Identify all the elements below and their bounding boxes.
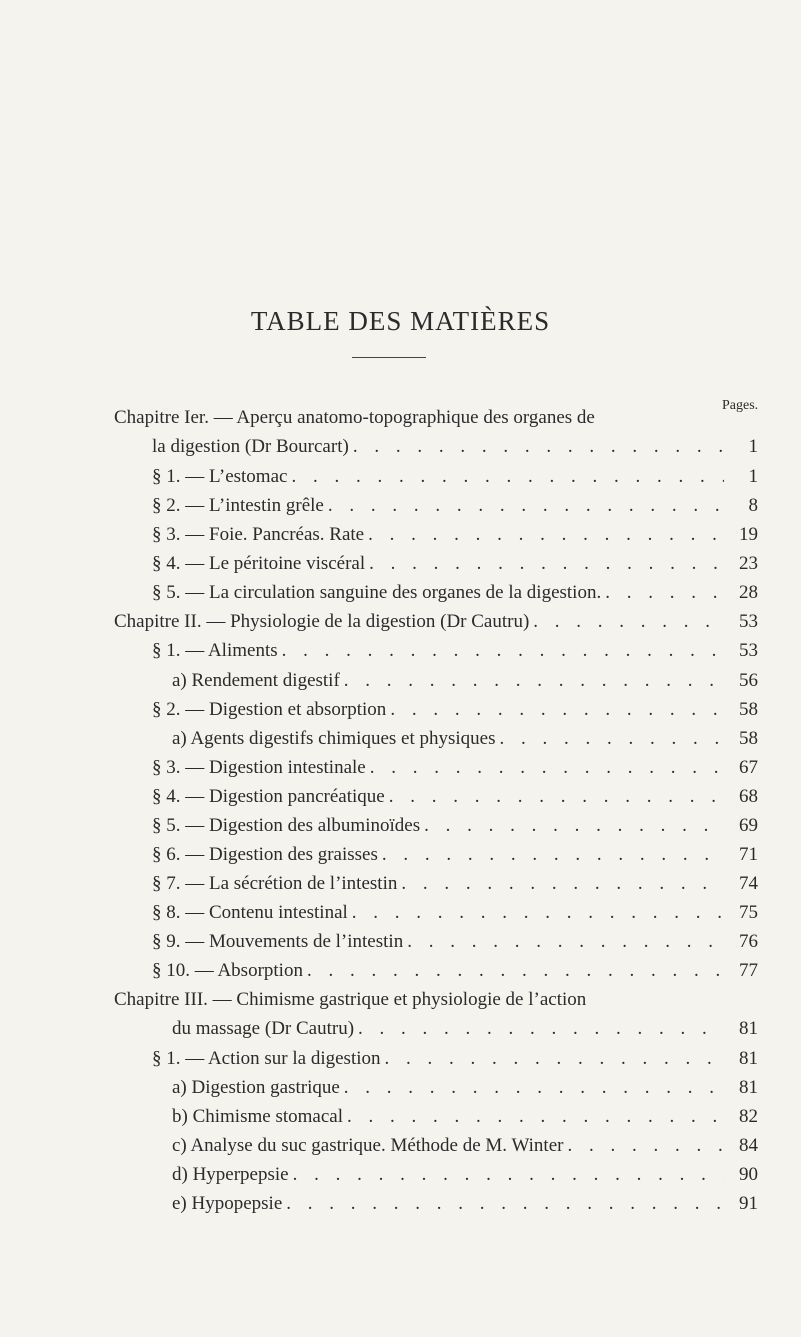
toc-entry-label: § 10. — Absorption bbox=[152, 960, 303, 981]
dot-leader bbox=[282, 1190, 724, 1218]
toc-entry bbox=[152, 899, 758, 927]
dot-leader bbox=[348, 899, 724, 927]
toc-entry-label: § 4. — Digestion pancréatique bbox=[152, 786, 385, 807]
toc-entry-label: § 5. — La circulation sanguine des organes de la digestion. bbox=[152, 582, 602, 603]
toc-entry-page: 90 bbox=[739, 1164, 758, 1185]
dot-leader bbox=[601, 579, 724, 607]
toc-entry bbox=[152, 492, 758, 520]
toc-entry bbox=[152, 696, 758, 724]
toc-entry-page: 77 bbox=[739, 960, 758, 981]
toc-entry bbox=[152, 637, 758, 665]
toc-entry bbox=[152, 870, 758, 898]
toc-entry-label: § 7. — La sécrétion de l’intestin bbox=[152, 873, 398, 894]
toc-entry-label: du massage (Dr Cautru) bbox=[172, 1018, 355, 1039]
toc-entry-page: 84 bbox=[739, 1135, 758, 1156]
page-title: TABLE DES MATIÈRES bbox=[250, 306, 551, 336]
toc-entry-page: 23 bbox=[739, 553, 758, 574]
pages-column-heading: Pages. bbox=[722, 398, 759, 413]
dot-leader bbox=[385, 783, 724, 811]
toc-entry bbox=[152, 957, 758, 985]
toc-entry-label: § 3. — Foie. Pancréas. Rate bbox=[152, 524, 365, 545]
toc-entry-page: 81 bbox=[739, 1077, 758, 1098]
dot-leader bbox=[354, 1015, 724, 1043]
toc-entry-page: 69 bbox=[739, 815, 758, 836]
toc-entry-label: § 8. — Contenu intestinal bbox=[152, 902, 348, 923]
toc-entry-page: 28 bbox=[739, 582, 758, 603]
dot-leader bbox=[563, 1132, 724, 1160]
toc-entry-page: 8 bbox=[748, 495, 758, 516]
dot-leader bbox=[529, 608, 724, 636]
toc-entry-label: e) Hypopepsie bbox=[172, 1193, 283, 1214]
toc-entry-page: 58 bbox=[739, 699, 758, 720]
toc-entry bbox=[152, 812, 758, 840]
dot-leader bbox=[278, 637, 724, 665]
dot-leader bbox=[378, 841, 724, 869]
dot-leader bbox=[349, 433, 724, 461]
toc-entry-label: a) Digestion gastrique bbox=[172, 1077, 340, 1098]
toc-entry-label: a) Agents digestifs chimiques et physiques bbox=[172, 728, 496, 749]
toc-entry bbox=[172, 667, 758, 695]
toc-entry bbox=[152, 841, 758, 869]
toc-entry-page: 91 bbox=[739, 1193, 758, 1214]
toc-entry-label: Chapitre II. — Physiologie de la digestion (Dr Cautru) bbox=[114, 611, 530, 632]
toc-entry bbox=[152, 1045, 758, 1073]
title-rule bbox=[352, 357, 426, 358]
toc-entry bbox=[152, 433, 758, 461]
dot-leader bbox=[303, 957, 724, 985]
toc-entry-label: § 1. — Action sur la digestion bbox=[152, 1048, 381, 1069]
dot-leader bbox=[397, 870, 724, 898]
toc-entry-label: § 9. — Mouvements de l’intestin bbox=[152, 931, 404, 952]
toc-entry-label: § 4. — Le péritoine viscéral bbox=[152, 553, 366, 574]
dot-leader bbox=[365, 550, 724, 578]
toc-entry-page: 68 bbox=[739, 786, 758, 807]
toc-entry-label: § 2. — L’intestin grêle bbox=[152, 495, 324, 516]
toc-entry-label: b) Chimisme stomacal bbox=[172, 1106, 343, 1127]
toc-entry-page: 81 bbox=[739, 1018, 758, 1039]
toc-entry bbox=[172, 1015, 758, 1043]
dot-leader bbox=[366, 754, 724, 782]
toc-entry-label: § 2. — Digestion et absorption bbox=[152, 699, 387, 720]
toc-entry-label: § 3. — Digestion intestinale bbox=[152, 757, 366, 778]
dot-leader bbox=[343, 1103, 724, 1131]
toc-entry bbox=[172, 1103, 758, 1131]
dot-leader bbox=[381, 1045, 724, 1073]
toc-entry bbox=[152, 550, 758, 578]
toc-entry-page: 82 bbox=[739, 1106, 758, 1127]
toc-entry bbox=[114, 608, 758, 636]
toc-entry bbox=[152, 754, 758, 782]
dot-leader bbox=[324, 492, 724, 520]
toc-entry bbox=[172, 725, 758, 753]
toc-entry bbox=[152, 521, 758, 549]
toc-entry bbox=[172, 1190, 758, 1218]
toc-entry bbox=[172, 1074, 758, 1102]
dot-leader bbox=[364, 521, 724, 549]
dot-leader bbox=[340, 667, 724, 695]
toc-entry-page: 56 bbox=[739, 670, 758, 691]
toc-entry bbox=[152, 783, 758, 811]
toc-entry-label: Chapitre Ier. — Aperçu anatomo-topographique des organes de bbox=[114, 407, 595, 428]
dot-leader bbox=[420, 812, 724, 840]
toc-entry-page: 1 bbox=[748, 466, 758, 487]
toc-entry-label: § 1. — L’estomac bbox=[152, 466, 288, 487]
toc-entry-label: § 5. — Digestion des albuminoïdes bbox=[152, 815, 421, 836]
dot-leader bbox=[403, 928, 724, 956]
toc-entry-label: a) Rendement digestif bbox=[172, 670, 340, 691]
toc-entry bbox=[172, 1161, 758, 1189]
toc-entry-page: 1 bbox=[748, 436, 758, 457]
toc-entry bbox=[152, 928, 758, 956]
toc-entry-page: 53 bbox=[739, 640, 758, 661]
toc-entry-label: Chapitre III. — Chimisme gastrique et physiologie de l’action bbox=[114, 989, 587, 1010]
toc-entry-page: 71 bbox=[739, 844, 758, 865]
dot-leader bbox=[289, 1161, 724, 1189]
toc-entry-page: 75 bbox=[739, 902, 758, 923]
toc-entry-page: 81 bbox=[739, 1048, 758, 1069]
dot-leader bbox=[495, 725, 724, 753]
toc-entry-page: 53 bbox=[739, 611, 758, 632]
dot-leader bbox=[287, 463, 724, 491]
toc-entry bbox=[114, 404, 595, 432]
toc-entry-label: § 6. — Digestion des graisses bbox=[152, 844, 378, 865]
toc-entry-page: 74 bbox=[739, 873, 758, 894]
toc-entry bbox=[152, 463, 758, 491]
toc-entry-label: § 1. — Aliments bbox=[152, 640, 278, 661]
toc-entry bbox=[172, 1132, 758, 1160]
toc-entry-label: la digestion (Dr Bourcart) bbox=[152, 436, 349, 457]
dot-leader bbox=[340, 1074, 724, 1102]
toc-entry-label: d) Hyperpepsie bbox=[172, 1164, 289, 1185]
toc-entry-page: 58 bbox=[739, 728, 758, 749]
dot-leader bbox=[386, 696, 724, 724]
toc-entry bbox=[114, 986, 586, 1014]
toc-entry-page: 67 bbox=[739, 757, 758, 778]
toc-entry bbox=[152, 579, 758, 607]
toc-entry-page: 76 bbox=[739, 931, 758, 952]
toc-entry-label: c) Analyse du suc gastrique. Méthode de M. Winter bbox=[172, 1135, 564, 1156]
toc-entry-page: 19 bbox=[739, 524, 758, 545]
